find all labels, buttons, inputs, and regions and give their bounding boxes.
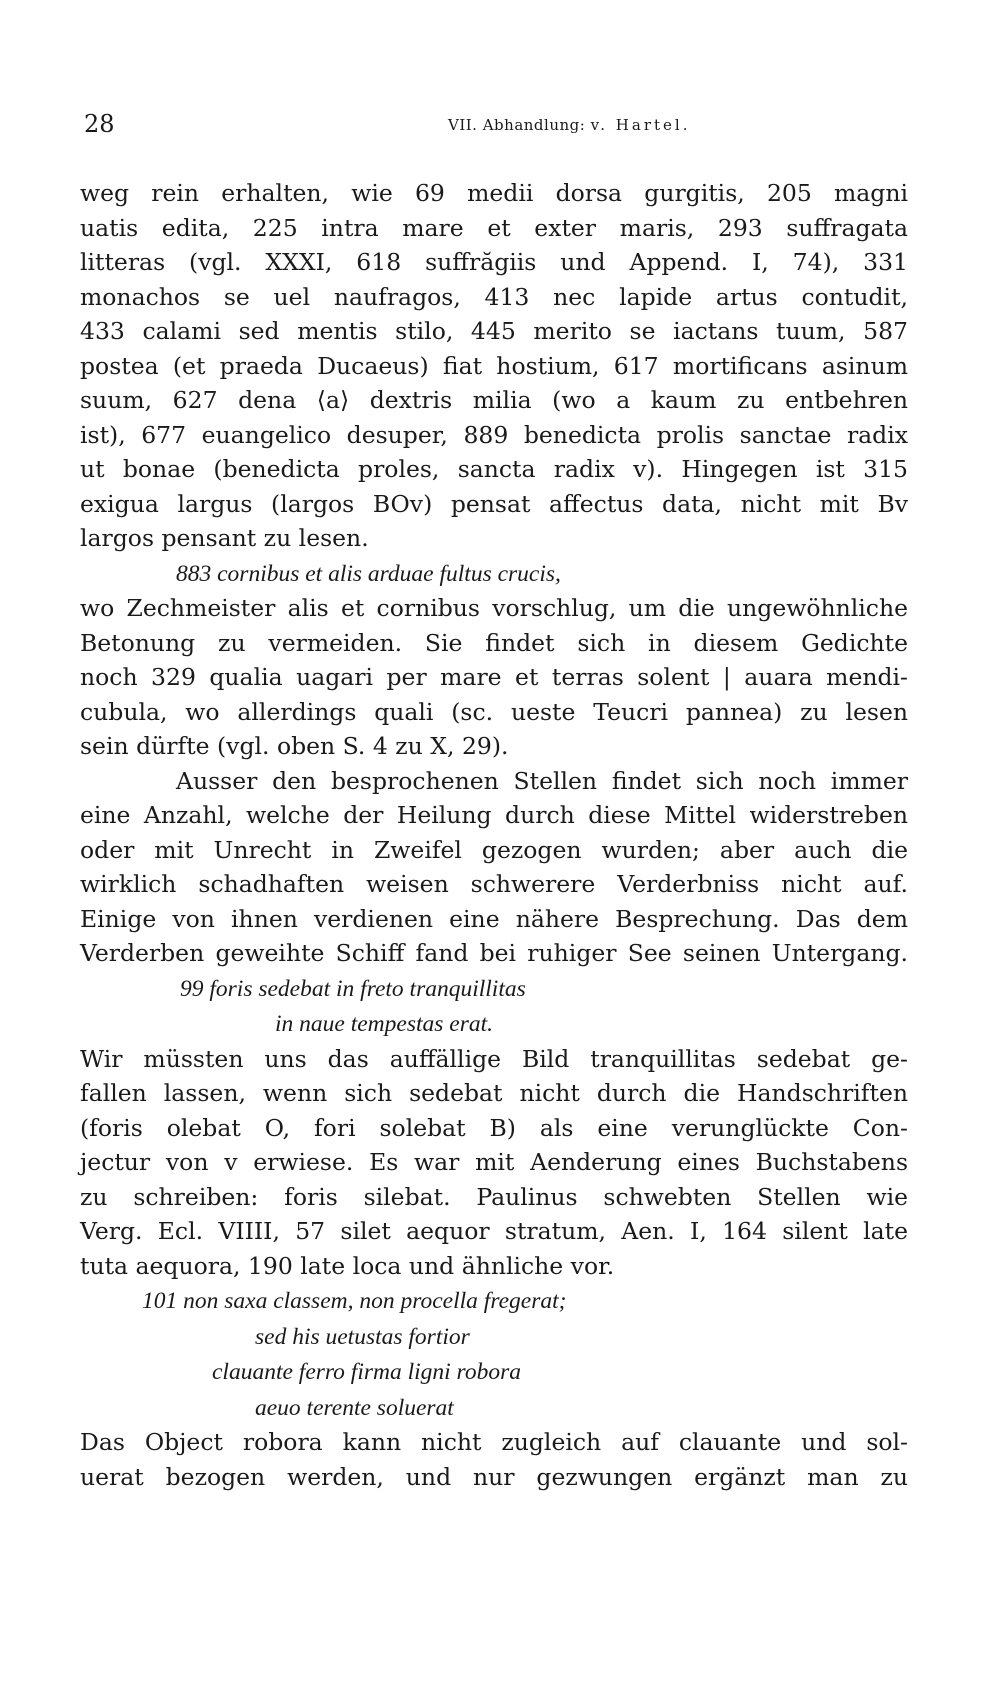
quoted-verse-99: 99 foris sedebat in freto tranquillitas (180, 975, 526, 1002)
text-line: largos pensant zu lesen. (80, 524, 369, 552)
text-line: weg rein erhalten, wie 69 medii dorsa gurgitis, 205 magni (80, 179, 908, 207)
quoted-verse-883: 883 cornibus et alis arduae fultus crucis, (176, 560, 561, 587)
text-line: cubula, wo allerdings quali (sc. ueste Teucri pannea) zu lesen (80, 697, 908, 726)
quoted-verse-101: 101 non saxa classem, non procella fregerat; (142, 1288, 567, 1314)
quoted-verse-101-cont: sed his uetustas fortior (255, 1323, 470, 1350)
paragraph-start: Ausser den besprochenen Stellen findet sich noch immer (176, 766, 908, 795)
running-head-title: VII. Abhandlung: (448, 116, 586, 134)
text-line: jectur von v erwiese. Es war mit Aenderung eines Buchstabens (80, 1148, 908, 1176)
text-line: tuta aequora, 190 late loca und ähnliche vor. (80, 1251, 615, 1280)
running-head-author: v. Hartel. (590, 116, 691, 134)
text-line: noch 329 qualia uagari per mare et terras solent | auara mendi- (80, 663, 908, 691)
text-line: (foris olebat O, fori solebat B) als eine verunglückte Con- (80, 1113, 908, 1142)
page-header (80, 110, 908, 150)
text-line: litteras (vgl. XXXI, 618 suffrăgiis und Append. I, 74), 331 (80, 248, 908, 276)
text-line: fallen lassen, wenn sich sedebat nicht durch die Handschriften (80, 1079, 908, 1107)
text-line: sein dürfte (vgl. oben S. 4 zu X, 29). (80, 732, 509, 760)
text-line: monachos se uel naufragos, 413 nec lapide artus contudit, (80, 282, 908, 311)
page-number: 28 (84, 110, 115, 138)
text-line: Verg. Ecl. VIIII, 57 silet aequor stratum, Aen. I, 164 silent late (80, 1217, 908, 1245)
text-line: zu schreiben: foris silebat. Paulinus schwebten Stellen wie (80, 1182, 908, 1211)
quoted-verse-101-cont: aeuo terente soluerat (255, 1394, 454, 1421)
running-head (448, 116, 690, 134)
text-line: suum, 627 dena ⟨a⟩ dextris milia (wo a kaum zu entbehren (80, 386, 908, 414)
text-line: ist), 677 euangelico desuper, 889 benedicta prolis sanctae radix (80, 420, 908, 449)
text-line: uatis edita, 225 intra mare et exter maris, 293 suffragata (80, 213, 908, 242)
text-line: Einige von ihnen verdienen eine nähere Besprechung. Das dem (80, 904, 908, 933)
text-line: wirklich schadhaften weisen schwerere Verderbniss nicht auf. (80, 870, 908, 898)
text-line: Verderben geweihte Schiff fand bei ruhiger See seinen Untergang. (80, 939, 908, 967)
text-line: ut bonae (benedicta proles, sancta radix v). Hingegen ist 315 (80, 455, 908, 483)
text-line: wo Zechmeister alis et cornibus vorschlug, um die ungewöhnliche (80, 594, 908, 622)
text-line: postea (et praeda Ducaeus) fiat hostium, 617 mortificans asinum (80, 351, 908, 380)
body-text (80, 176, 908, 1494)
text-line: Wir müssten uns das auffällige Bild tranquillitas sedebat ge- (80, 1044, 908, 1073)
text-line: uerat bezogen werden, und nur gezwungen ergänzt man zu (80, 1462, 908, 1491)
text-line: exigua largus (largos BOv) pensat affectus data, nicht mit Bv (80, 489, 908, 518)
text-line: eine Anzahl, welche der Heilung durch diese Mittel widerstreben (80, 801, 908, 829)
text-line: Betonung zu vermeiden. Sie findet sich in diesem Gedichte (80, 628, 908, 657)
quoted-verse-99-cont: in naue tempestas erat. (275, 1011, 493, 1037)
text-line: Das Object robora kann nicht zugleich auf clauante und sol- (80, 1428, 908, 1456)
quoted-verse-101-cont: clauante ferro firma ligni robora (212, 1359, 521, 1385)
text-line: oder mit Unrecht in Zweifel gezogen wurden; aber auch die (80, 835, 908, 864)
text-line: 433 calami sed mentis stilo, 445 merito se iactans tuum, 587 (80, 317, 908, 345)
